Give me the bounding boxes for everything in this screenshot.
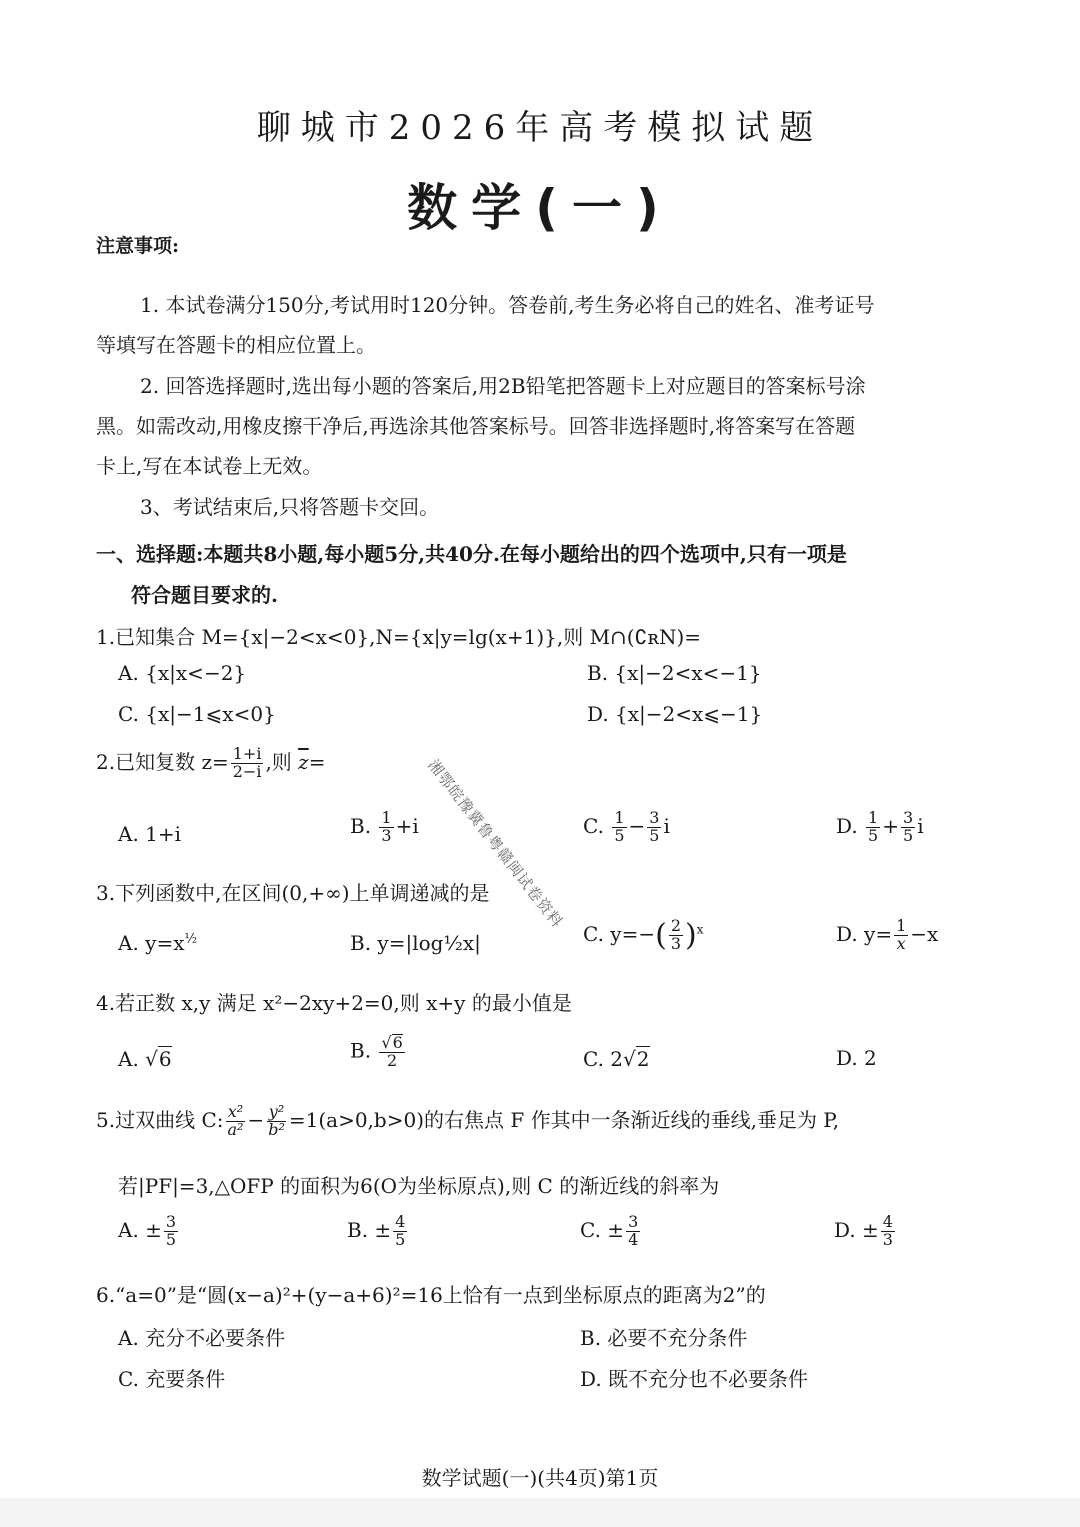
q2-d-suffix: i	[917, 813, 924, 838]
notice-item-2-line-3: 卡上,写在本试卷上无效。	[96, 454, 323, 478]
q4-c-prefix: C. 2√	[583, 1047, 636, 1071]
question-6-option-c: C. 充要条件	[118, 1367, 226, 1391]
q2-stem-prefix: 2.已知复数 z=	[96, 750, 229, 774]
question-3-option-a	[118, 931, 197, 955]
q3-c-num: 2	[670, 916, 682, 936]
q3-d-den: x	[896, 933, 906, 953]
question-2-option-c	[583, 810, 670, 845]
q5-stem-mid: −	[247, 1108, 265, 1132]
q2-c-fraction-2	[647, 810, 661, 845]
q3-c-fraction	[669, 918, 683, 953]
q2-c-den-2: 5	[649, 825, 660, 845]
q5-c-fraction	[626, 1214, 640, 1249]
question-4-option-c	[583, 1046, 650, 1071]
question-5-option-d	[834, 1214, 897, 1249]
q4-b-num: √6	[381, 1033, 403, 1052]
notice-item-1-line-2: 等填写在答题卡的相应位置上。	[96, 333, 376, 357]
question-2-option-d	[836, 810, 924, 845]
q2-d-prefix: D.	[836, 813, 865, 838]
question-3-option-b: B. y=|log½x|	[350, 931, 481, 955]
q3-d-prefix: D. y=	[836, 921, 893, 946]
q2-b-den: 3	[381, 825, 392, 845]
watermark-text: 湘鄂皖豫冀鲁粤赣闽试卷资料	[424, 756, 567, 932]
question-2-option-b	[350, 810, 419, 845]
question-6-option-d: D. 既不充分也不必要条件	[580, 1367, 809, 1391]
q5-a-fraction	[164, 1214, 178, 1249]
q2-d-num-2: 3	[903, 808, 914, 827]
question-4-option-d: D. 2	[836, 1046, 877, 1070]
q2-b-prefix: B.	[350, 813, 378, 838]
q2-b-suffix: +i	[395, 813, 419, 838]
q5-den-1: a²	[227, 1120, 244, 1139]
question-1-stem: 1.已知集合 M={x|−2<x<0},N={x|y=lg(x+1)},则 M∩(∁ʀN)=	[96, 625, 702, 649]
question-6-option-a: A. 充分不必要条件	[118, 1326, 286, 1350]
q5-fraction-2	[266, 1104, 287, 1139]
question-1-option-c: C. {x|−1⩽x<0}	[118, 702, 276, 726]
q2-c-num-2: 3	[649, 808, 660, 827]
question-3-option-d	[836, 918, 938, 953]
notice-heading: 注意事项:	[96, 235, 180, 257]
notice-item-2-line-2: 黑。如需改动,用橡皮擦干净后,再选涂其他答案标号。回答非选择题时,将答案写在答题	[96, 414, 856, 438]
q5-c-den: 4	[628, 1229, 639, 1249]
q2-c-prefix: C.	[583, 813, 611, 838]
q5-b-num: 4	[395, 1212, 406, 1231]
q5-b-prefix: B. ±	[347, 1217, 392, 1242]
q3-d-num: 1	[896, 916, 907, 935]
question-4-stem: 4.若正数 x,y 满足 x²−2xy+2=0,则 x+y 的最小值是	[96, 991, 572, 1015]
q3-c-left-paren: (	[655, 918, 667, 953]
q2-c-num-1: 1	[614, 808, 625, 827]
q5-stem-prefix: 5.过双曲线 C:	[96, 1108, 224, 1132]
question-1-option-b: B. {x|−2<x<−1}	[587, 661, 762, 685]
subject-title: 数学(一)	[407, 179, 673, 237]
q4-a-prefix: A. √	[118, 1047, 158, 1071]
q3-d-fraction	[894, 918, 908, 953]
question-4-option-a	[118, 1046, 172, 1071]
exam-title: 聊城市2026年高考模拟试题	[256, 108, 824, 148]
q2-c-mid: −	[628, 813, 646, 838]
q2-d-fraction-1	[866, 810, 880, 845]
q5-d-num: 4	[882, 1212, 893, 1231]
q2-c-fraction-1	[612, 810, 626, 845]
q2-c-suffix: i	[663, 813, 670, 838]
q4-b-den: 2	[387, 1050, 398, 1070]
q3-c-prefix: C. y=−	[583, 922, 656, 946]
question-3-stem: 3.下列函数中,在区间(0,+∞)上单调递减的是	[96, 881, 490, 905]
question-5-stem-line-2: 若|PF|=3,△OFP 的面积为6(O为坐标原点),则 C 的渐近线的斜率为	[118, 1174, 720, 1198]
q5-num-2: y²	[268, 1102, 285, 1122]
q5-b-den: 5	[395, 1229, 406, 1249]
q2-d-den-2: 5	[903, 825, 914, 845]
q3-c-right-paren: )	[685, 918, 697, 953]
notice-item-3: 3、考试结束后,只将答题卡交回。	[140, 495, 440, 519]
q3-a-prefix: A. y=x	[118, 931, 185, 955]
notice-item-1-line-1: 1. 本试卷满分150分,考试用时120分钟。答卷前,考生务必将自己的姓名、准考证号	[140, 293, 875, 317]
q5-a-den: 5	[165, 1229, 177, 1249]
question-6-stem: 6.“a=0”是“圆(x−a)²+(y−a+6)²=16上恰有一点到坐标原点的距离为2”的	[96, 1283, 766, 1307]
question-4-option-b	[350, 1034, 407, 1070]
question-3-option-c	[583, 918, 704, 953]
section-heading-line-1: 一、选择题:本题共8小题,每小题5分,共40分.在每小题给出的四个选项中,只有一项是	[96, 542, 847, 566]
q2-d-den-1: 5	[868, 825, 879, 845]
question-1-option-a: A. {x|x<−2}	[118, 661, 247, 685]
q3-c-den: 3	[670, 934, 682, 953]
q4-a-radicand: 6	[158, 1047, 172, 1071]
q5-d-fraction	[881, 1214, 895, 1249]
q3-d-suffix: −x	[910, 921, 939, 946]
q2-fraction-den: 2−i	[232, 762, 262, 781]
q4-b-fraction	[379, 1034, 404, 1070]
q2-zbar: $\overline{z}$	[298, 750, 309, 774]
q2-c-den-1: 5	[614, 825, 625, 845]
q2-fraction	[231, 746, 264, 781]
question-5-option-a	[118, 1214, 180, 1249]
q5-b-fraction	[393, 1214, 407, 1249]
q5-c-prefix: C. ±	[580, 1217, 625, 1242]
q2-d-mid: +	[882, 813, 899, 838]
question-2-option-a: A. 1+i	[118, 822, 182, 846]
q2-b-num: 1	[381, 808, 392, 827]
q2-d-fraction-2	[901, 810, 915, 845]
q3-a-sup: ½	[184, 931, 198, 947]
q2-stem-eq: =	[308, 750, 326, 774]
q5-a-num: 3	[165, 1212, 177, 1231]
bottom-bar	[0, 1498, 1080, 1527]
section-heading-line-2: 符合题目要求的.	[131, 583, 278, 607]
q2-d-num-1: 1	[868, 808, 879, 827]
question-5-option-b	[347, 1214, 409, 1249]
q2-stem-suffix: ,则	[265, 750, 299, 774]
q5-d-den: 3	[882, 1229, 893, 1249]
page-footer: 数学试题(一)(共4页)第1页	[421, 1466, 659, 1490]
q5-c-num: 3	[628, 1212, 639, 1231]
question-5-stem-line-1	[96, 1104, 839, 1139]
q5-den-2: b²	[268, 1120, 285, 1139]
q5-a-prefix: A. ±	[118, 1217, 162, 1242]
q3-c-sup: x	[696, 922, 704, 937]
q4-c-radicand: 2	[636, 1047, 650, 1071]
q5-stem-suffix: =1(a>0,b>0)的右焦点 F 作其中一条渐近线的垂线,垂足为 P,	[288, 1108, 840, 1132]
q2-b-fraction	[379, 810, 393, 845]
question-2-stem	[96, 746, 325, 781]
q5-fraction-1	[225, 1104, 245, 1139]
q5-d-prefix: D. ±	[834, 1217, 879, 1242]
q4-b-prefix: B.	[350, 1038, 378, 1063]
question-6-option-b: B. 必要不充分条件	[580, 1326, 748, 1350]
q2-fraction-num: 1+i	[232, 744, 262, 764]
q4-b-num-radicand: 6	[392, 1033, 403, 1052]
question-1-option-d: D. {x|−2<x⩽−1}	[587, 702, 763, 726]
q5-num-1: x²	[227, 1102, 244, 1122]
notice-item-2-line-1: 2. 回答选择题时,选出每小题的答案后,用2B铅笔把答题卡上对应题目的答案标号涂	[140, 374, 866, 398]
question-5-option-c	[580, 1214, 642, 1249]
